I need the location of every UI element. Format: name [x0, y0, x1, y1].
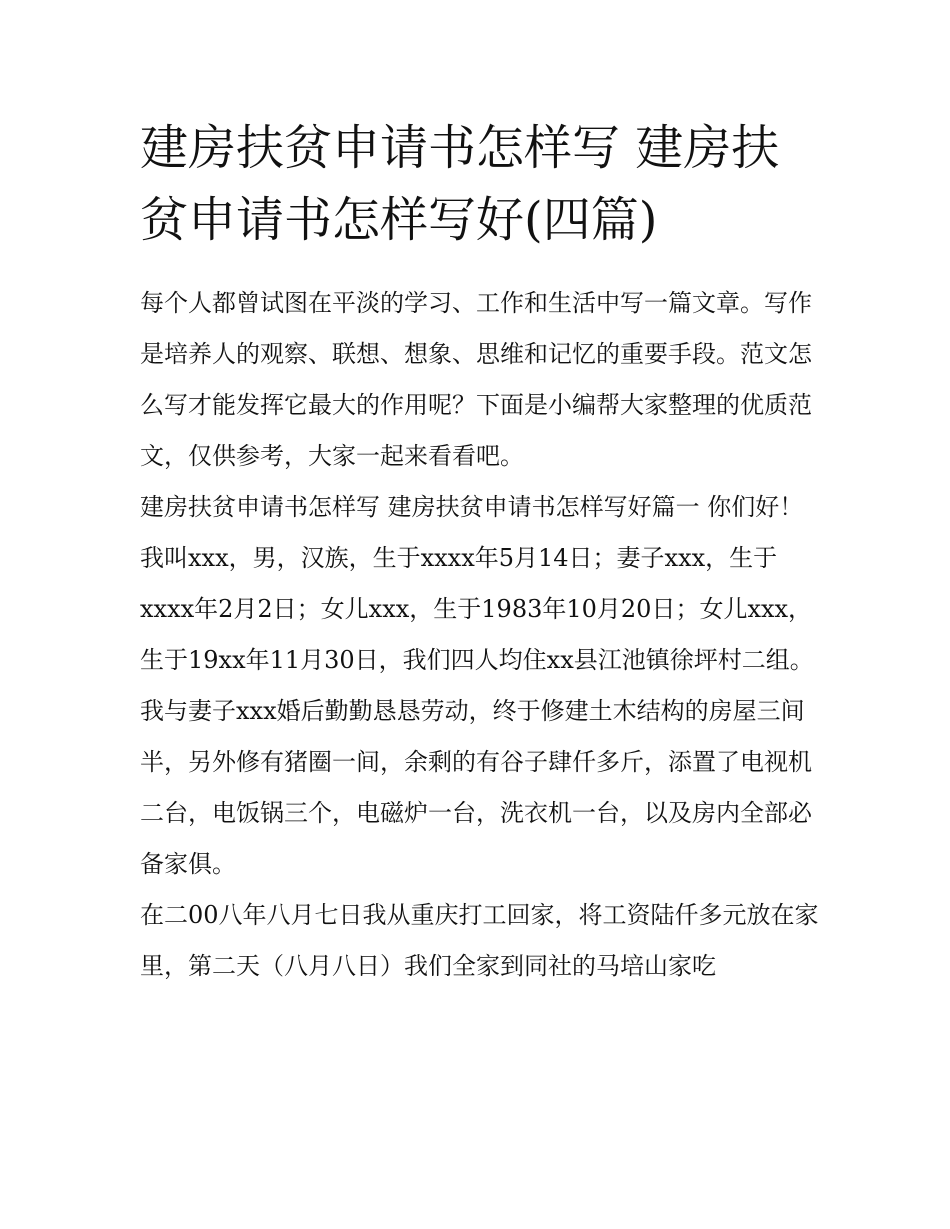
document-title: 建房扶贫申请书怎样写 建房扶贫申请书怎样写好(四篇) — [140, 120, 780, 248]
paragraph-event: 在二00八年八月七日我从重庆打工回家，将工资陆仟多元放在家里，第二天（八月八日）我们全家到同社的马培山家吃 — [140, 901, 819, 980]
paragraph-intro: 每个人都曾试图在平淡的学习、工作和生活中写一篇文章。写作是培养人的观察、联想、想象、思维和记忆的重要手段。范文怎么写才能发挥它最大的作用呢？下面是小编帮大家整理的优质范文，仅供参考，大家一起来看看吧。 — [140, 289, 812, 470]
document-body — [140, 278, 830, 992]
paragraph-property: 我与妻子xxx婚后勤勤恳恳劳动，终于修建土木结构的房屋三间半，另外修有猪圈一间，余剩的有谷子肆仟多斤，添置了电视机二台，电饭锅三个，电磁炉一台，洗衣机一台，以及房内全部必备家俱。 — [140, 697, 812, 878]
paragraph-family-info: 我叫xxx，男，汉族，生于xxxx年5月14日；妻子xxx，生于xxxx年2月2日；女儿xxx，生于1983年10月20日；女儿xxx，生于19xx年11月30日，我们四人均住xx县江池镇徐坪村二组。 — [140, 544, 814, 674]
paragraph-heading-greeting: 建房扶贫申请书怎样写 建房扶贫申请书怎样写好篇一 你们好！ — [140, 493, 804, 521]
